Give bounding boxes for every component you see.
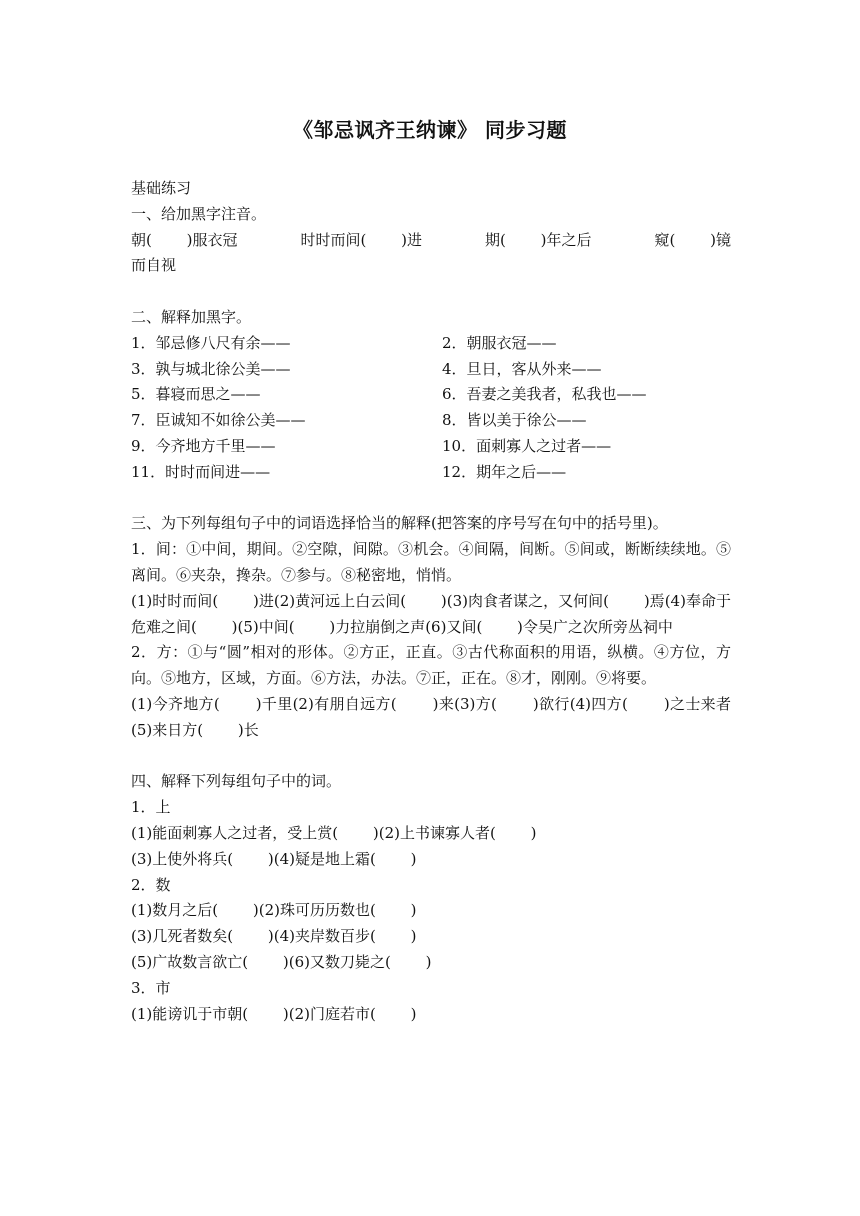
q1-item: 朝( )服衣冠	[131, 230, 238, 249]
q4-line: (1)数月之后( )(2)珠可历历数也( )	[131, 901, 417, 920]
document-body	[131, 176, 731, 1027]
page-title: 《邹忌讽齐王纳谏》 同步习题	[293, 118, 567, 142]
q2-row	[131, 434, 731, 460]
q4-line: (3)几死者数矣( )(4)夹岸数百步( )	[131, 927, 417, 946]
q4-group-label: 2．数	[131, 875, 171, 894]
q3-definitions-1: 1．间：①中间，期间。②空隙，间隙。③机会。④间隔，间断。⑤间或，断断续续地。⑤离间。⑥夹杂，搀杂。⑦参与。⑧秘密地，悄悄。	[131, 540, 731, 584]
q2-item: 8．皆以美于徐公——	[442, 411, 587, 430]
q2-item: 10．面刺寡人之过者——	[442, 436, 612, 455]
q4-line: (5)广故数言欲亡( )(6)又数刀毙之( )	[131, 952, 432, 971]
q2-item: 4．旦日，客从外来——	[442, 359, 602, 378]
q4-heading: 四、解释下列每组句子中的词。	[131, 772, 342, 791]
q2-row	[131, 408, 731, 434]
q4-group-label: 1．上	[131, 798, 171, 817]
q1-continuation: 而自视	[131, 256, 177, 275]
q2-row	[131, 331, 731, 357]
q2-item: 2．朝服衣冠——	[442, 333, 557, 352]
q1-items	[131, 228, 731, 254]
q2-item: 3．孰与城北徐公美——	[131, 359, 291, 378]
q1-heading: 一、给加黑字注音。	[131, 204, 267, 223]
q2-item: 1．邹忌修八尺有余——	[131, 333, 291, 352]
q4-line: (3)上使外将兵( )(4)疑是地上霜( )	[131, 849, 417, 868]
q2-row	[131, 382, 731, 408]
q2-item: 11．时时而间进——	[131, 462, 271, 481]
q3-heading: 三、为下列每组句子中的词语选择恰当的解释(把答案的序号写在句中的括号里)。	[131, 514, 668, 533]
q2-heading: 二、解释加黑字。	[131, 307, 252, 326]
q4-line: (1)能谤讥于市朝( )(2)门庭若市( )	[131, 1004, 417, 1023]
q2-item: 9．今齐地方千里——	[131, 436, 276, 455]
section-heading: 基础练习	[131, 179, 192, 197]
q2-row	[131, 460, 731, 486]
q3-sentences-2: (1)今齐地方( )千里(2)有朋自远方( )来(3)方( )欲行(4)四方( )之士来者(5)来日方( )长	[131, 694, 731, 739]
q2-item: 6．吾妻之美我者，私我也——	[442, 385, 647, 404]
q3-sentences-1: (1)时时而间( )进(2)黄河远上白云间( )(3)肉食者谋之，又何间( )焉(4)奉命于危难之间( )(5)中间( )力拉崩倒之声(6)又间( )令吴广之次所旁丛祠中	[131, 591, 731, 636]
q4-line: (1)能面刺寡人之过者，受上赏( )(2)上书谏寡人者( )	[131, 823, 537, 842]
q4-group-label: 3．市	[131, 978, 171, 997]
q2-row	[131, 357, 731, 383]
q1-item: 窥( )镜	[654, 230, 731, 249]
q3-definitions-2: 2．方：①与“圆”相对的形体。②方正，正直。③古代称面积的用语，纵横。④方位，方向。⑤地方，区域，方面。⑥方法，办法。⑦正，正在。⑧才，刚刚。⑨将要。	[131, 643, 731, 688]
q2-item: 12．期年之后——	[442, 462, 567, 481]
q1-item: 时时而间( )进	[300, 230, 422, 249]
q2-item: 7．臣诚知不如徐公美——	[131, 411, 306, 430]
q2-item: 5．暮寝而思之——	[131, 385, 261, 404]
q1-item: 期( )年之后	[485, 230, 592, 249]
